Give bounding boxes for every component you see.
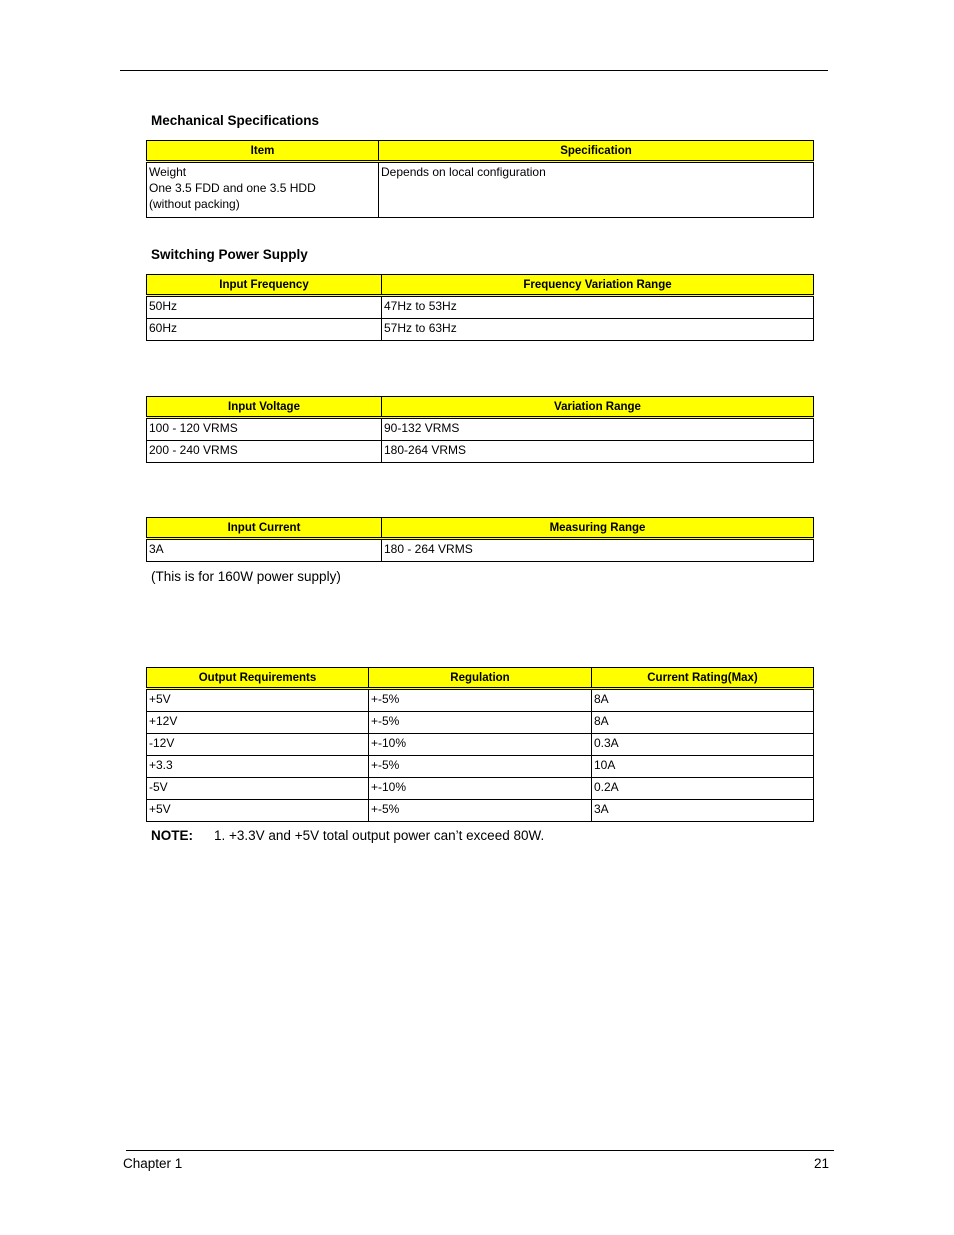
column-header: Regulation xyxy=(369,668,592,689)
table-cell: 50Hz xyxy=(147,296,382,319)
table-row xyxy=(147,539,814,562)
table-cell: +3.3 xyxy=(147,756,369,778)
table-header-row xyxy=(147,141,814,162)
table-row xyxy=(147,756,814,778)
table-cell: 57Hz to 63Hz xyxy=(382,319,814,341)
table-row xyxy=(147,734,814,756)
table-cell: 8A xyxy=(592,689,814,712)
note-label: NOTE: xyxy=(151,828,193,843)
column-header: Measuring Range xyxy=(382,518,814,539)
table-cell: 60Hz xyxy=(147,319,382,341)
table-row xyxy=(147,712,814,734)
table-cell: 8A xyxy=(592,712,814,734)
table-cell: 0.3A xyxy=(592,734,814,756)
column-header: Input Frequency xyxy=(147,275,382,296)
table-cell: 10A xyxy=(592,756,814,778)
table-header-row xyxy=(147,397,814,418)
table-header-row xyxy=(147,668,814,689)
table-cell: 100 - 120 VRMS xyxy=(147,418,382,441)
column-header: Variation Range xyxy=(382,397,814,418)
table-cell: +-10% xyxy=(369,778,592,800)
column-header: Item xyxy=(147,141,379,162)
column-header: Input Current xyxy=(147,518,382,539)
voltage-table xyxy=(146,396,814,463)
table-row xyxy=(147,418,814,441)
table-row xyxy=(147,778,814,800)
table-row xyxy=(147,162,814,218)
table-row xyxy=(147,800,814,822)
column-header: Frequency Variation Range xyxy=(382,275,814,296)
table-cell: Weight One 3.5 FDD and one 3.5 HDD (without packing) xyxy=(147,162,379,218)
page-number: 21 xyxy=(814,1156,830,1171)
table-cell: +-5% xyxy=(369,800,592,822)
table-cell: 200 - 240 VRMS xyxy=(147,441,382,463)
table-row xyxy=(147,296,814,319)
table-cell: 0.2A xyxy=(592,778,814,800)
frequency-table xyxy=(146,274,814,341)
table-cell: +-5% xyxy=(369,712,592,734)
table-cell: -5V xyxy=(147,778,369,800)
column-header: Current Rating(Max) xyxy=(592,668,814,689)
column-header: Specification xyxy=(379,141,814,162)
column-header: Input Voltage xyxy=(147,397,382,418)
column-header: Output Requirements xyxy=(147,668,369,689)
current-table xyxy=(146,517,814,562)
footer-rule xyxy=(126,1150,834,1151)
table-cell: 3A xyxy=(592,800,814,822)
mechanical-heading: Mechanical Specifications xyxy=(151,113,320,128)
table-cell: 3A xyxy=(147,539,382,562)
table-header-row xyxy=(147,275,814,296)
current-note: (This is for 160W power supply) xyxy=(151,569,341,584)
table-cell: +12V xyxy=(147,712,369,734)
table-cell: Depends on local configuration xyxy=(379,162,814,218)
mechanical-table xyxy=(146,140,814,218)
table-cell: +5V xyxy=(147,689,369,712)
table-row xyxy=(147,689,814,712)
table-cell: +-10% xyxy=(369,734,592,756)
note-text: 1. +3.3V and +5V total output power can’t exceed 80W. xyxy=(214,828,545,843)
table-cell: +-5% xyxy=(369,756,592,778)
table-cell: 180 - 264 VRMS xyxy=(382,539,814,562)
table-cell: +5V xyxy=(147,800,369,822)
table-cell: +-5% xyxy=(369,689,592,712)
table-cell: -12V xyxy=(147,734,369,756)
table-cell: 90-132 VRMS xyxy=(382,418,814,441)
output-table xyxy=(146,667,814,822)
table-cell: 47Hz to 53Hz xyxy=(382,296,814,319)
table-cell: 180-264 VRMS xyxy=(382,441,814,463)
table-header-row xyxy=(147,518,814,539)
footer-chapter: Chapter 1 xyxy=(123,1156,183,1171)
table-row xyxy=(147,441,814,463)
table-row xyxy=(147,319,814,341)
header-rule xyxy=(120,70,828,71)
power-heading: Switching Power Supply xyxy=(151,247,308,262)
